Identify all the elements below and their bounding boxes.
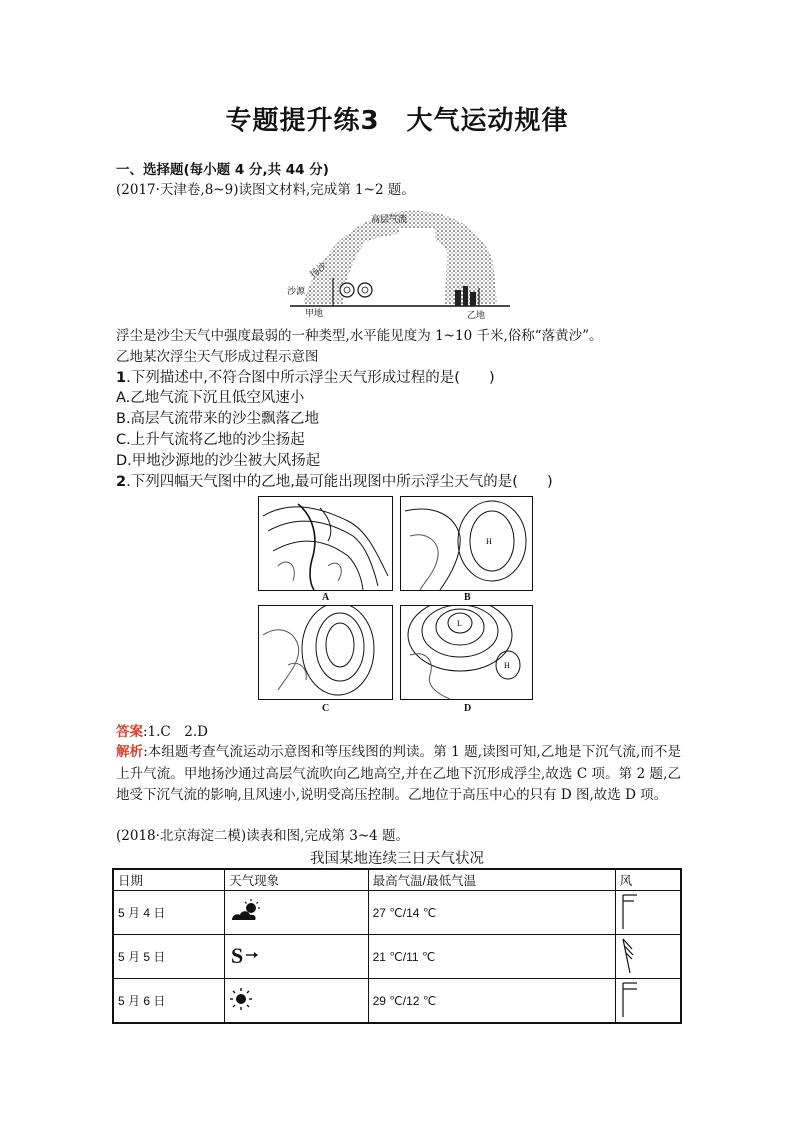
svg-text:H: H bbox=[486, 537, 492, 546]
question-2 bbox=[116, 472, 553, 492]
q1-option-b: B.高层气流带来的沙尘飘落乙地 bbox=[116, 411, 320, 427]
question-1 bbox=[116, 368, 495, 388]
intro-q1-2: (2017·天津卷,8~9)读图文材料,完成第 1~2 题。 bbox=[116, 182, 415, 198]
header-wind: 风 bbox=[615, 869, 681, 891]
question-2-number: 2 bbox=[116, 474, 127, 490]
section-heading: 一、选择题(每小题 4 分,共 44 分) bbox=[116, 162, 329, 178]
weather-map-d bbox=[400, 605, 533, 700]
header-weather: 天气现象 bbox=[225, 869, 369, 891]
wind-cell bbox=[615, 979, 681, 1024]
weather-table bbox=[112, 868, 682, 1024]
label-high-airflow: 高层气流 bbox=[371, 214, 408, 224]
floating-dust-description: 浮尘是沙尘天气中强度最弱的一种类型,水平能见度为 1~10 千米,俗称“落黄沙”。 bbox=[116, 328, 603, 344]
temperature-cell: 27 ℃/14 ℃ bbox=[368, 891, 615, 935]
answer-text: :1.C 2.D bbox=[143, 724, 208, 740]
weather-map-b bbox=[400, 496, 533, 591]
svg-text:H: H bbox=[504, 661, 510, 670]
analysis-paragraph bbox=[116, 742, 681, 807]
map-label-d: D bbox=[464, 703, 472, 714]
table-row bbox=[113, 891, 681, 935]
wind-cell bbox=[615, 891, 681, 935]
figure-caption: 乙地某次浮尘天气形成过程示意图 bbox=[116, 349, 319, 365]
q1-option-d: D.甲地沙源地的沙尘被大风扬起 bbox=[116, 453, 321, 469]
weather-map-c bbox=[258, 605, 393, 700]
table-title: 我国某地连续三日天气状况 bbox=[310, 851, 484, 867]
weather-cell bbox=[225, 935, 369, 979]
svg-text:S: S bbox=[231, 943, 244, 968]
weather-map-a bbox=[258, 496, 393, 591]
page-title: 专题提升练3 大气运动规律 bbox=[225, 106, 569, 136]
question-2-stem: .下列四幅天气图中的乙地,最可能出现图中所示浮尘天气的是( ) bbox=[126, 474, 553, 490]
intro-q3-4: (2018·北京海淀二模)读表和图,完成第 3~4 题。 bbox=[116, 828, 410, 844]
answer-line bbox=[116, 722, 208, 742]
svg-text:L: L bbox=[457, 619, 462, 628]
date-cell: 5 月 5 日 bbox=[113, 935, 225, 979]
dust-formation-figure bbox=[285, 202, 515, 320]
wind-barb-icon bbox=[620, 891, 640, 931]
table-row bbox=[113, 935, 681, 979]
sandstorm-icon bbox=[229, 942, 263, 968]
table-row bbox=[113, 979, 681, 1024]
map-label-a: A bbox=[322, 592, 330, 603]
q1-option-a: A.乙地气流下沉且低空风速小 bbox=[116, 390, 305, 406]
weather-cell bbox=[225, 891, 369, 935]
label-blowing-sand: 扬沙 bbox=[307, 260, 329, 280]
label-sand-source: 沙源 bbox=[287, 286, 306, 296]
wind-barb-icon bbox=[620, 979, 640, 1019]
analysis-label: 解析 bbox=[116, 744, 144, 760]
wind-cell bbox=[615, 935, 681, 979]
q1-option-c: C.上升气流将乙地的沙尘扬起 bbox=[116, 432, 305, 448]
table-header-row bbox=[113, 869, 681, 891]
question-1-number: 1 bbox=[116, 370, 127, 386]
temperature-cell: 29 ℃/12 ℃ bbox=[368, 979, 615, 1024]
analysis-text: :本组题考查气流运动示意图和等压线图的判读。第 1 题,读图可知,乙地是下沉气流,而不是上升气流。甲地扬沙通过高层气流吹向乙地高空,并在乙地下沉形成浮尘,故选 C 项。第 2 题,乙地受下沉气流的影响,且风速小,说明受高压控制。乙地位于高压中心的只有 D 图,故选 D 项。 bbox=[116, 744, 682, 803]
map-label-b: B bbox=[464, 592, 471, 603]
temperature-cell: 21 ℃/11 ℃ bbox=[368, 935, 615, 979]
answer-label: 答案 bbox=[116, 724, 143, 740]
wind-barb-icon bbox=[620, 935, 640, 975]
sunny-icon bbox=[229, 986, 263, 1012]
label-yi: 乙地 bbox=[467, 310, 486, 320]
partly-cloudy-icon bbox=[229, 898, 263, 924]
header-date: 日期 bbox=[113, 869, 225, 891]
weather-cell bbox=[225, 979, 369, 1024]
label-jia: 甲地 bbox=[305, 308, 324, 318]
header-temperature: 最高气温/最低气温 bbox=[368, 869, 615, 891]
date-cell: 5 月 6 日 bbox=[113, 979, 225, 1024]
date-cell: 5 月 4 日 bbox=[113, 891, 225, 935]
map-label-c: C bbox=[322, 703, 330, 714]
question-1-stem: .下列描述中,不符合图中所示浮尘天气形成过程的是( ) bbox=[126, 370, 495, 386]
